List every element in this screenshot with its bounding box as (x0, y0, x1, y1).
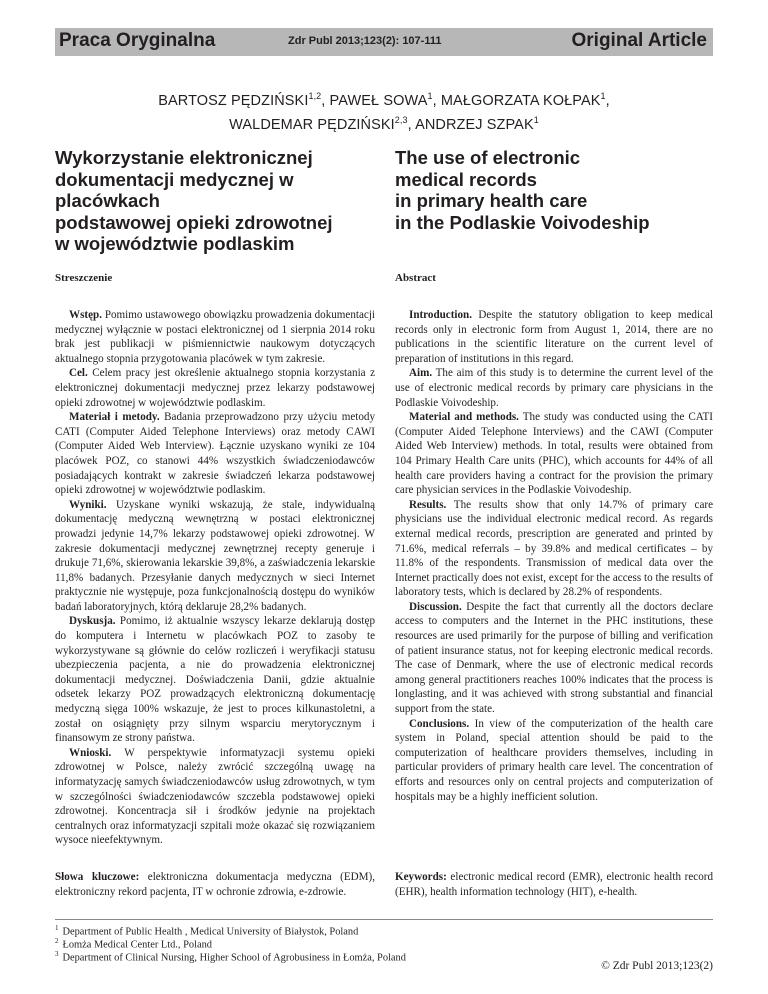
author: PAWEŁ SOWA (329, 92, 428, 109)
title-line: podstawowej opieki zdrowotnej (55, 211, 333, 233)
paragraph-text: Badania przeprowadzono przy użyciu metody CATI (Computer Aided Telephone Interviews) oraz metody CAWI (Computer Aided Web Interview). Łącznie uzyskano wyniki ze 104 placówek POZ, co stanowi 44% wszystkich świadczeniodawców posiadających kontrakt w zakresie świadczeń lekarza podstawowej opieki zdrowotnej w województwie podlaskim. (55, 411, 376, 497)
footnote-text: Department of Public Health , Medical University of Białystok, Poland (62, 926, 359, 938)
footnote-divider (55, 919, 713, 920)
article-type-en: Original Article (571, 30, 707, 51)
abstract-polish (55, 308, 375, 848)
abstract-paragraph (55, 746, 375, 848)
title-english (395, 147, 713, 233)
footnote-number: 1 (55, 924, 59, 932)
author-affiliation: 1,2 (308, 91, 322, 101)
paragraph-text: Despite the fact that currently all the doctors declare access to computers and the Internet in the PHC institutions, these resources are used primarily for the purpose of billing and verification of patient insurance status, not for keeping electronic medical records. The case of Denmark, where the use of electronic medical records among general practitioners reaches 100% indicates that the process is longlasting, and it was achieved with strong substantial and financial support from the state. (395, 600, 713, 716)
paragraph-text: Despite the statutory obligation to keep medical records only in electronic form from August 1, 2014, there are no publications in the scientific literature on the current level of preparation of institutions in this regard. (395, 309, 713, 365)
abstract-paragraph (395, 498, 713, 600)
author: MAŁGORZATA KOŁPAK (440, 92, 601, 109)
keywords-label: Słowa kluczowe: (55, 871, 140, 883)
abstract-paragraph (55, 366, 375, 410)
title-line: Wykorzystanie elektronicznej (55, 147, 313, 168)
paragraph-label: Introduction. (409, 309, 472, 321)
author-affiliation: 1 (533, 114, 539, 125)
paragraph-label: Aim. (409, 367, 433, 380)
paragraph-label: Discussion. (409, 600, 462, 613)
abstract-english (395, 308, 713, 804)
paragraph-label: Results. (409, 498, 447, 511)
paragraph-label: Wyniki. (69, 498, 107, 511)
section-heading-abstract: Abstract (395, 272, 436, 284)
copyright-notice: © Zdr Publ 2013;123(2) (601, 960, 713, 972)
paragraph-text: The results show that only 14.7% of primary care physicians use the individual electronic medical record. As regards external medical records, prescription are generated and printed by 71.6%, medical referrals – by 39.8% and medical certificates – by 11.8% of the respondents. Transmission of medical data over the Internet practically does not exist, except for the access to the results of laboratory tests, which is declared by 28.2% of respondents. (395, 498, 713, 599)
author-separator: , (321, 92, 330, 109)
title-line: medical records (395, 168, 537, 190)
author-affiliation: 1 (427, 91, 433, 101)
footnote-text: Łomża Medical Center Ltd., Poland (62, 939, 212, 951)
abstract-paragraph (395, 410, 713, 498)
title-line: in the Podlaskie Voivodeship (395, 211, 650, 233)
abstract-paragraph (55, 614, 375, 745)
title-line: dokumentacji medycznej w placówkach (55, 168, 294, 211)
paragraph-text: Celem pracy jest określenie aktualnego stopnia korzystania z elektronicznej dokumentacji medycznej przez lekarzy podstawowej opieki zdrowotnej w województwie podlaskim. (55, 367, 375, 409)
keywords-text: elektroniczna dokumentacja medyczna (EDM), elektroniczny rekord pacjenta, IT w ochronie zdrowia, e-zdrowie. (55, 871, 375, 898)
abstract-paragraph (395, 366, 713, 410)
author: BARTOSZ PĘDZIŃSKI (158, 92, 309, 109)
paragraph-label: Material and methods. (409, 411, 519, 424)
author-affiliation: 1 (600, 91, 606, 101)
title-line: The use of electronic (395, 147, 581, 168)
author-separator: , (432, 92, 441, 109)
abstract-paragraph (55, 410, 375, 498)
author: WALDEMAR PĘDZIŃSKI (229, 116, 395, 133)
keywords-text: electronic medical record (EMR), electronic health record (EHR), health information technology (HIT), e-health. (395, 871, 713, 898)
author-separator: , (407, 116, 416, 133)
abstract-paragraph (395, 308, 713, 366)
keywords-english (395, 870, 713, 899)
footnote-number: 3 (55, 950, 59, 958)
article-type-pl: Praca Oryginalna (59, 30, 216, 51)
author-separator: , (605, 92, 610, 109)
author-line-2 (55, 111, 713, 135)
keywords-polish (55, 870, 375, 899)
paragraph-label: Materiał i metody. (69, 411, 160, 424)
author-affiliation: 2,3 (394, 114, 408, 125)
paragraph-text: Uzyskane wyniki wskazują, że stale, indywidualną dokumentację medyczną wewnętrzną w postaci elektronicznej prowadzi jedynie 14,7% lekarzy podstawowej opieki zdrowotnej. W zakresie dokumentacji medycznej zewnętrznej recepty generuje i drukuje 71,6%, skierowania lekarskie 39,8%, a zaświadczenia lekarskie 11,8% badanych. Przesyłanie danych medycznych w sieci Internet praktycznie nie występuje, poza funkcjonalnością dostępu do wyników badań laboratoryjnych, którą deklaruje 28,2% badanych. (55, 498, 375, 613)
paragraph-text: Pomimo, iż aktualnie wszyscy lekarze deklarują dostęp do komputera i Internetu w placówkach POZ to zasoby te wykorzystywane są głównie do celów rozliczeń i weryfikacji statusu ubezpieczenia pacjenta, a nie do prowadzenia elektronicznej dokumentacji medycznej. Doświadczenia Danii, gdzie aktualnie odsetek lekarzy POZ prowadzących elektroniczną dokumentację medyczną sięga 100% wskazuje, że jest to proces kilkunastoletni, a został on osiągnięty przy silnym wsparciu merytorycznym i finansowym ze strony państwa. (55, 615, 375, 745)
abstract-paragraph (395, 600, 713, 717)
journal-citation: Zdr Publ 2013;123(2): 107-111 (288, 35, 442, 47)
paragraph-label: Conclusions. (409, 717, 470, 730)
footnote-number: 2 (55, 937, 59, 945)
paragraph-label: Cel. (69, 367, 88, 380)
footnote-text: Department of Clinical Nursing, Higher School of Agrobusiness in Łomża, Poland (62, 952, 406, 964)
title-line: w województwie podlaskim (55, 233, 295, 254)
author-line-1 (55, 87, 713, 111)
abstract-paragraph (395, 717, 713, 805)
paragraph-text: Pomimo ustawowego obowiązku prowadzenia dokumentacji medycznej wyłącznie w postaci elektronicznej od 1 sierpnia 2014 roku brak jest publikacji w piśmiennictwie naukowym dotyczących aktualnego stopnia przygotowania placówek w tym zakresie. (55, 309, 375, 365)
title-line: in primary health care (395, 190, 588, 211)
paragraph-label: Wstęp. (69, 309, 102, 321)
paragraph-text: The aim of this study is to determine the current level of the use of electronic medical records by primary care physicians in the Podlaskie Voivodeship. (395, 367, 713, 409)
abstract-paragraph (55, 308, 375, 366)
abstract-paragraph (55, 498, 375, 615)
author: ANDRZEJ SZPAK (415, 116, 534, 133)
keywords-label: Keywords: (395, 871, 447, 883)
author-list (55, 87, 713, 135)
paragraph-text: The study was conducted using the CATI (Computer Aided Telephone Interviews) and the CAWI (Computer Aided Web Interview) methods. In total, results were obtained from 104 Primary Health Care units (PHC), which accounts for 44% of all health care providers having a contract for the provision the primary care physician services in the Podlaskie Voivodeship. (395, 411, 714, 497)
paragraph-text: W perspektywie informatyzacji systemu opieki zdrowotnej w Polsce, należy zwrócić szczególną uwagę na informatyzację samych świadczeniodawców usług zdrowotnych, w tym w szczególności świadczeniodawców szczebla podstawowej opieki zdrowotnej. Koncentracja sił i środków jedynie na projektach centralnych oraz informatyzacji szpitali może okazać się rozwiązaniem wysoce nieefektywnym. (55, 746, 375, 847)
header-bar (55, 28, 713, 56)
paragraph-text: In view of the computerization of the health care system in Poland, special attention should be paid to the computerization of healthcare providers themselves, including in particular providers of primary health care level. The concentration of efforts and resources only on central projects and computerization of hospitals may be a highly inefficient solution. (395, 717, 713, 803)
section-heading-streszczenie: Streszczenie (55, 272, 113, 284)
paragraph-label: Dyskusja. (69, 615, 116, 628)
paragraph-label: Wnioski. (69, 746, 112, 759)
title-polish (55, 147, 375, 255)
